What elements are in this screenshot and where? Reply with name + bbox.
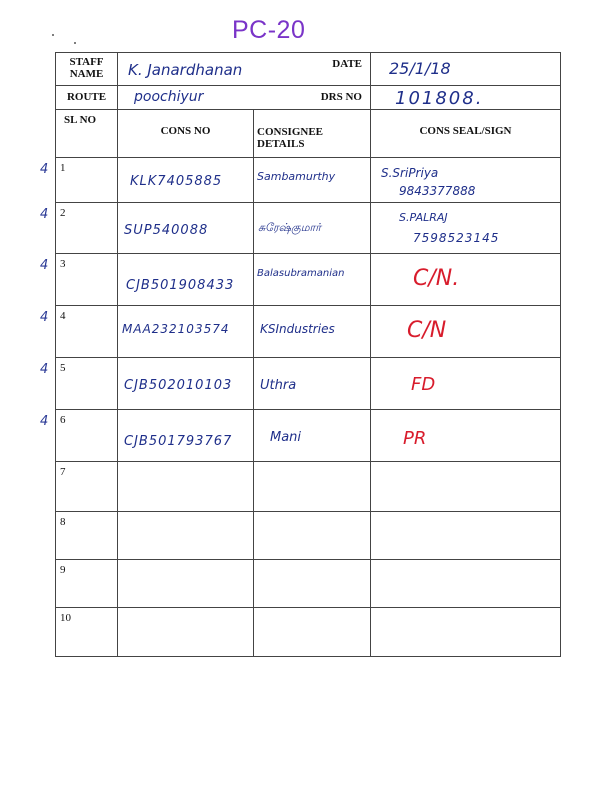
cons-no-cell [118,512,254,560]
date-label: DATE [332,58,362,70]
header-row-staff [56,53,561,86]
route-label-cell [56,86,118,110]
seal-sign-cell [371,560,561,608]
sl-no: 3 [60,258,66,270]
sl-no: 1 [60,162,66,174]
staff-name-label: STAFF NAME [69,56,104,80]
consignee-cell [254,608,371,657]
sl-no-cell [40,410,118,462]
delivery-run-sheet [40,52,561,657]
seal-sign: PR [403,428,427,449]
consignee-cell [254,560,371,608]
cons-no-cell [118,560,254,608]
stamp-pc-code: PC-20 [232,16,306,44]
sl-no-cell [56,560,118,608]
seal-sign: S.PALRAJ [399,211,448,224]
table-row [56,462,561,512]
staff-name-value: K. Janardhanan [128,61,243,79]
delivered-mark: 4 [40,162,49,177]
cons-no: CJB501908433 [126,278,235,293]
sl-no-cell [56,512,118,560]
drs-no-value-cell [371,86,561,110]
seal-sign-cell [371,254,561,306]
scan-speck [52,34,54,36]
sl-no-cell [40,358,118,410]
staff-name-value-cell [118,53,371,86]
consignee-cell [254,410,371,462]
table-row [56,158,561,203]
sl-no-cell [40,254,118,306]
col-header-sl-no: SL NO [56,110,118,158]
table-row [56,254,561,306]
table-row [56,410,561,462]
consignee-cell [254,158,371,203]
sl-no-cell [56,462,118,512]
column-header-row [56,110,561,158]
delivered-mark: 4 [40,414,49,429]
date-value-cell [371,53,561,86]
delivered-mark: 4 [40,207,49,222]
cons-no-cell [118,410,254,462]
seal-sign-phone: 9843377888 [399,184,476,198]
consignee-cell [254,462,371,512]
sl-no-cell [40,203,118,254]
route-value-cell [118,86,371,110]
cons-no-cell [118,608,254,657]
sl-no: 10 [60,612,71,624]
seal-sign: C/N. [413,266,460,291]
table-row [56,306,561,358]
cons-no: CJB502010103 [124,378,233,393]
consignee: சுரேஷ்குமார் [258,221,322,234]
delivered-mark: 4 [40,258,49,273]
route-value: poochiyur [134,89,204,105]
seal-sign-cell [371,203,561,254]
table-row [56,608,561,657]
cons-no-cell [118,158,254,203]
consignee: Uthra [260,378,297,393]
route-label: ROUTE [66,91,107,103]
seal-sign-cell [371,410,561,462]
delivered-mark: 4 [40,310,49,325]
table-row [56,203,561,254]
consignee-cell [254,306,371,358]
seal-sign-cell [371,158,561,203]
consignee: KSIndustries [260,322,335,336]
sl-no: 2 [60,207,66,219]
sl-no-cell [40,158,118,203]
consignee-cell [254,512,371,560]
staff-name-label-cell [56,53,118,86]
consignee-cell [254,254,371,306]
delivered-mark: 4 [40,362,49,377]
seal-sign: S.SriPriya [381,166,439,180]
cons-no: CJB501793767 [124,434,233,449]
consignee-cell [254,358,371,410]
seal-sign-cell [371,608,561,657]
col-header-consignee: CONSIGNEE DETAILS [254,110,371,158]
cons-no: SUP540088 [124,223,209,238]
scan-speck [74,42,76,44]
sl-no: 7 [60,466,66,478]
sl-no: 5 [60,362,66,374]
cons-no: MAA232103574 [122,322,230,336]
col-header-seal-sign: CONS SEAL/SIGN [371,110,561,158]
sl-no: 6 [60,414,66,426]
seal-sign-cell [371,358,561,410]
date-value: 25/1/18 [389,59,451,78]
consignee: Mani [270,430,302,445]
sl-no: 4 [60,310,66,322]
sl-no-cell [40,306,118,358]
sl-no-cell [56,608,118,657]
seal-sign: C/N [407,318,447,343]
consignee: Sambamurthy [257,170,336,183]
cons-no-cell [118,254,254,306]
table-row [56,512,561,560]
seal-sign-cell [371,512,561,560]
sl-no: 9 [60,564,66,576]
drs-no-label: DRS NO [320,91,362,103]
seal-sign-cell [371,306,561,358]
seal-sign-cell [371,462,561,512]
col-header-cons-no: CONS NO [118,110,254,158]
seal-sign-phone: 7598523145 [413,231,500,245]
seal-sign: FD [411,374,436,395]
table-row [56,560,561,608]
cons-no-cell [118,306,254,358]
cons-no-cell [118,462,254,512]
cons-no-cell [118,203,254,254]
drs-no-value: 101808. [395,88,484,109]
cons-no: KLK7405885 [130,174,223,189]
consignee-cell [254,203,371,254]
table-row [56,358,561,410]
header-row-route [56,86,561,110]
sl-no: 8 [60,516,66,528]
consignee: Balasubramanian [257,268,345,279]
cons-no-cell [118,358,254,410]
